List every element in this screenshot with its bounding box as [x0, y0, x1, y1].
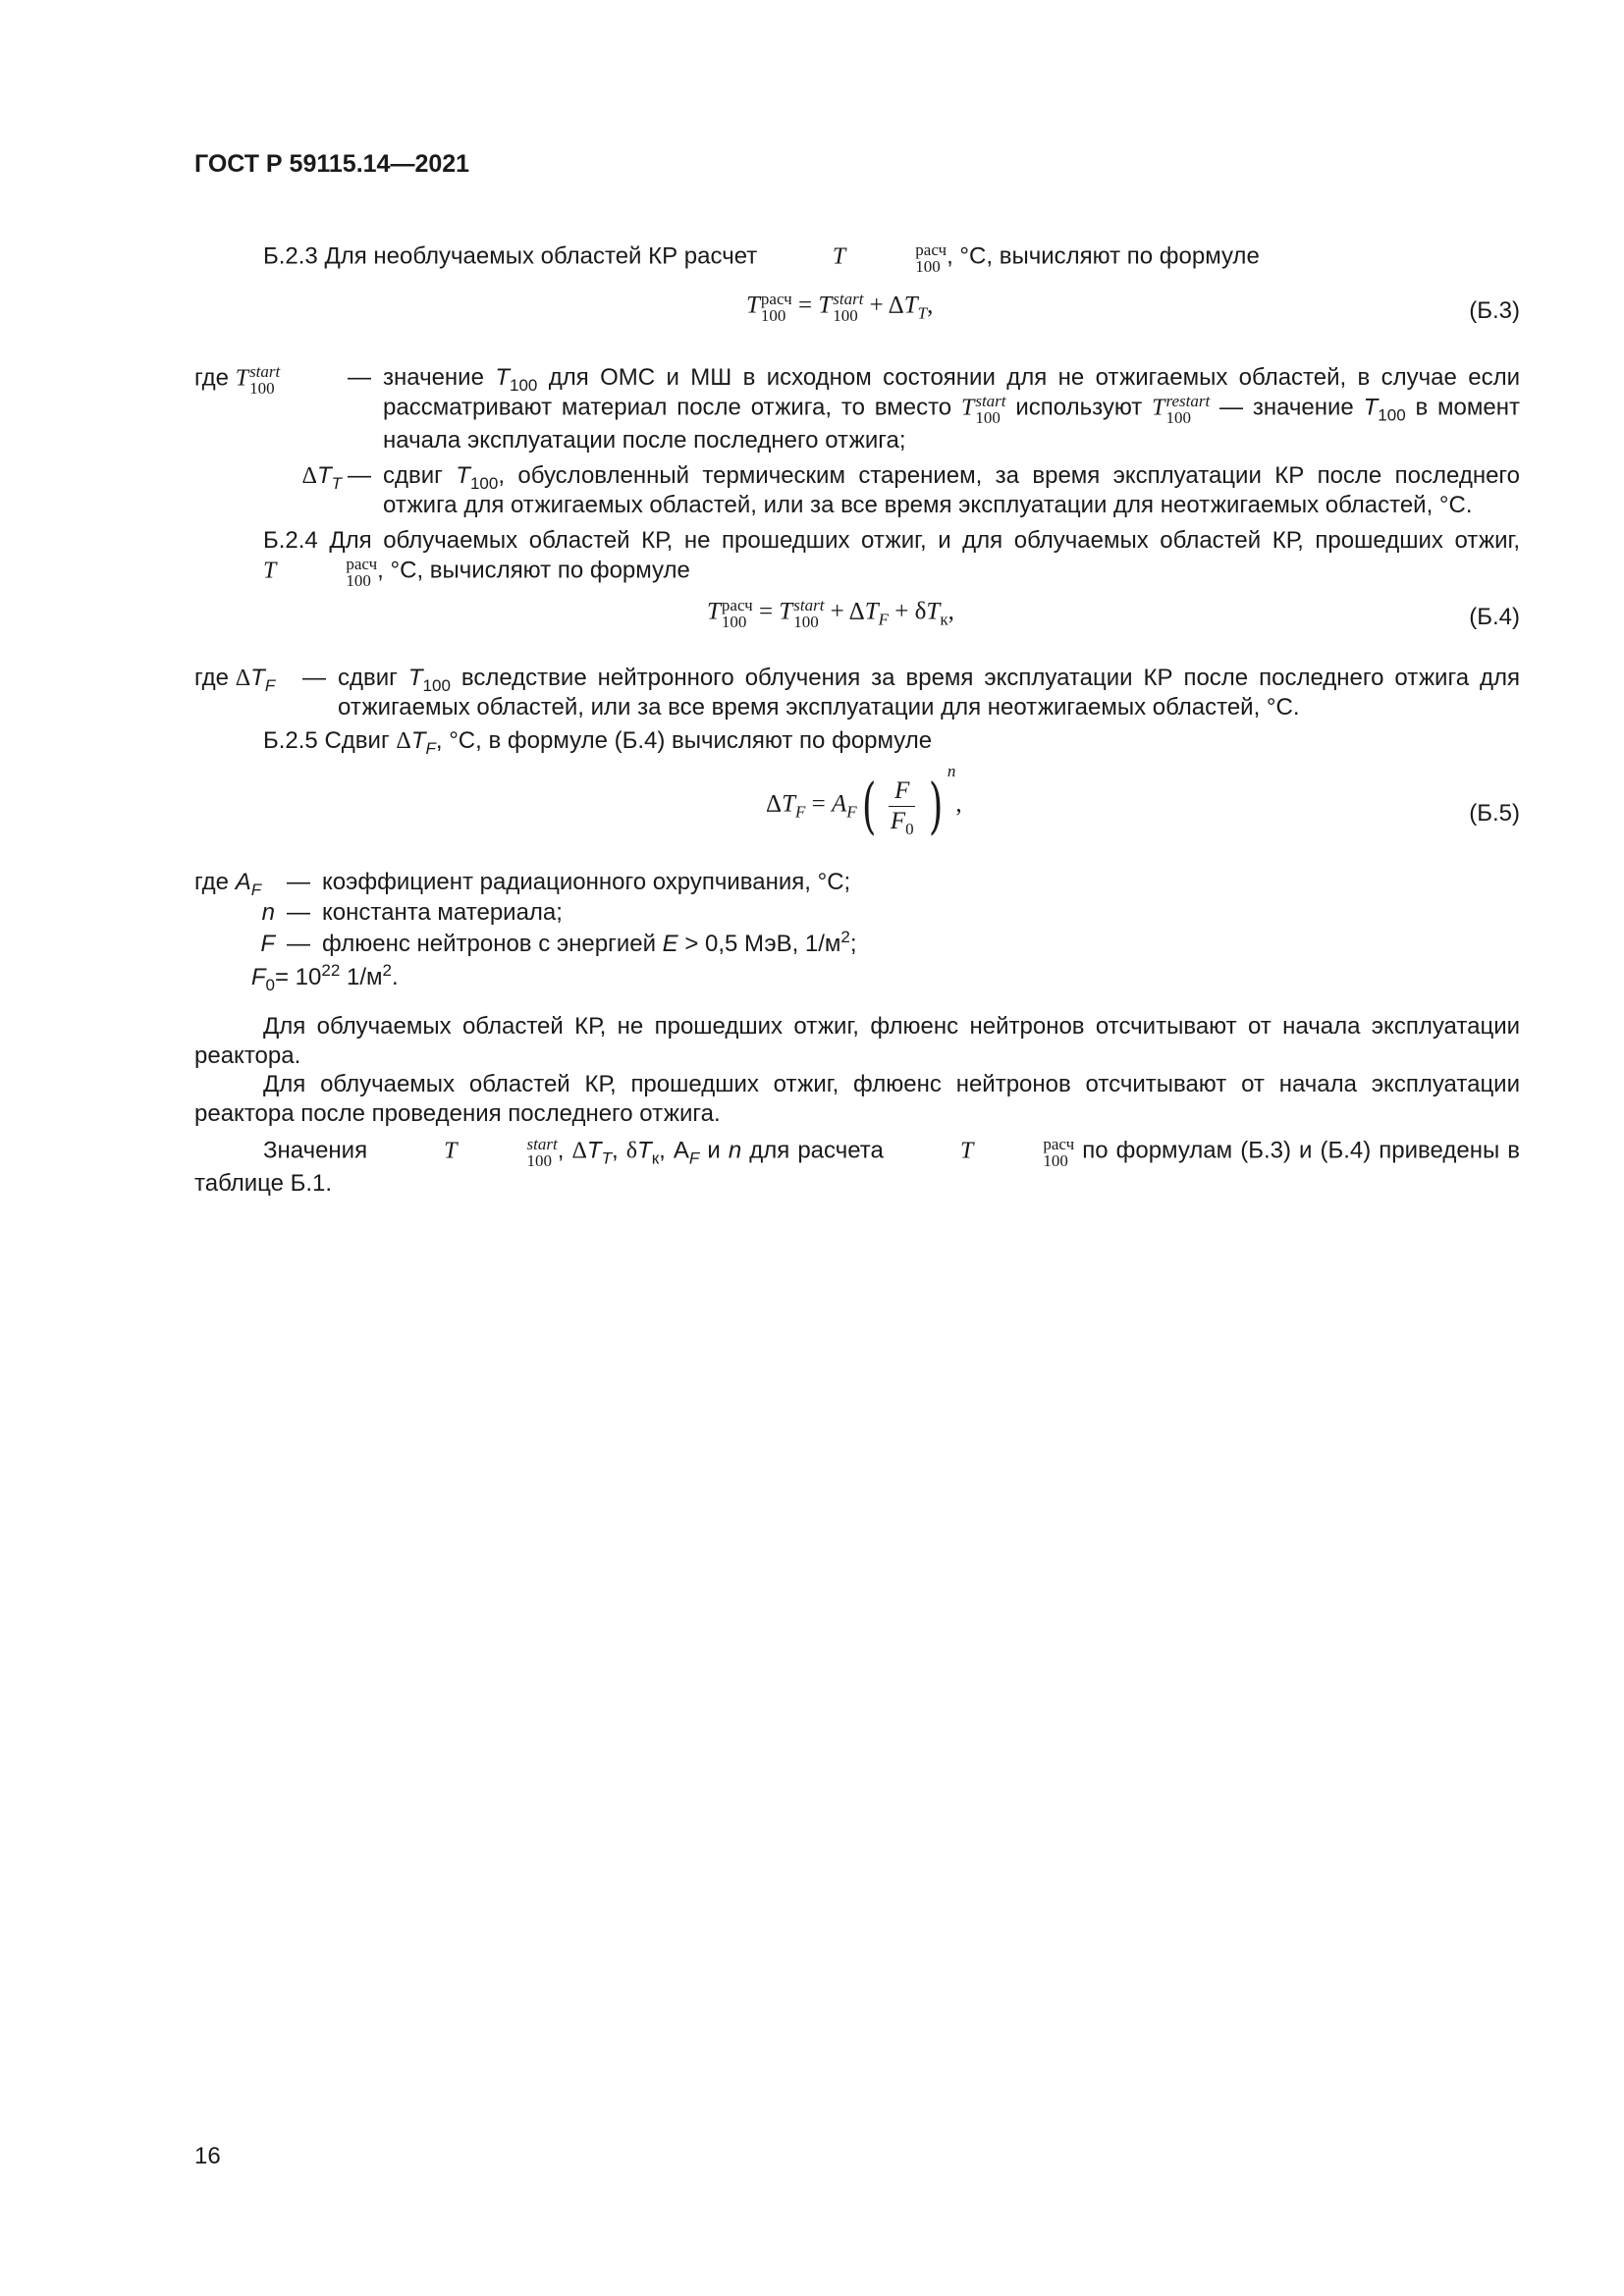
equation-b5 [194, 762, 1520, 854]
where-block-2 [194, 664, 1520, 722]
definition-label: где $\Delta T_F$ [194, 665, 276, 695]
equation-b3-body: T расч 100 = T start 100 + $\Delta T_T$, [746, 290, 934, 325]
text: Б.2.3 Для необлучаемых областей КР расчет [263, 242, 764, 270]
document-header: ГОСТ Р 59115.14—2021 [194, 150, 470, 178]
paragraph-irradiated-annealed: Для облучаемых областей КР, прошедших отжиг, флюенс нейтронов отсчитывают от начала эксплуатации реактора после проведения последнего отжига. [194, 1071, 1520, 1127]
definition-f: F — флюенс нейтронов с энергией E > 0,5 МэВ, $1/м^2$; [194, 930, 1520, 959]
definition-text: сдвиг $T_{100}$, обусловленный термическим старением, за время эксплуатации КР после последнего отжига для отжигаемых областей, или за все время эксплуатации для неотжигаемых областей, °С. [383, 462, 1520, 518]
definition-label: F [260, 931, 275, 957]
definition-label: n [261, 899, 275, 926]
definition-text: = $10^{22}$ $1/м^2$. [275, 961, 399, 990]
equation-b5-body: $\Delta T_F = A_F$( $\frac{F}{F_0}$ ) $^n$, [766, 762, 962, 841]
definition-text: константа материала; [322, 899, 563, 926]
definition-label: где T start 100 [194, 362, 281, 398]
equation-b4-number: (Б.4) [1469, 604, 1520, 630]
paragraph-b24: Б.2.4 Для облучаемых областей КР, не прошедших отжиг, и для облучаемых областей КР, прошедших отжиг, T расч 100 , °С, вычисляют по формуле [194, 526, 1520, 589]
definition-label: где $A_F$ [194, 869, 262, 899]
paragraph-b23 [194, 241, 1520, 275]
symbol-t100-rasch: T расч 100 [263, 555, 378, 590]
where-block-3 [194, 868, 1520, 992]
definition-text: флюенс нейтронов с энергией E > 0,5 МэВ, $1/м^2$; [322, 928, 857, 957]
paragraph-b25: Б.2.5 Сдвиг $\Delta T_F$, °С, в формуле (Б.4) вычисляют по формуле [263, 727, 933, 758]
definition-delta-tf: где $\Delta T_F$ — сдвиг $T_{100}$ вследствие нейтронного облучения за время эксплуатации КР после последнего отжига для отжигаемых областей, или за все время эксплуатации для неотжигаемых областей, °С. [194, 665, 1520, 721]
definition-text: значение $T_{100}$ для ОМС и МШ в исходном состоянии для не отжигаемых областей, в случае если рассматривают материал после отжига, то вместо T start 100 используют T restart 100 — значение $T_{100}$ в момент начала эксплуатации после последнего отжига; [383, 364, 1521, 454]
definition-n: n — константа материала; [194, 898, 1520, 928]
equation-b3 [194, 291, 1520, 340]
definition-delta-tt: $\Delta T_T$ — сдвиг $T_{100}$, обусловленный термическим старением, за время эксплуатации КР после последнего отжига для отжигаемых областей, или за все время эксплуатации для неотжигаемых областей, °С. [194, 461, 1520, 520]
definition-text: сдвиг $T_{100}$ вследствие нейтронного облучения за время эксплуатации КР после последнего отжига для отжигаемых областей, или за все время эксплуатации для неотжигаемых областей, °С. [338, 665, 1520, 721]
definition-label: $\Delta T_T$ [301, 462, 342, 493]
equation-b4-body: T расч 100 = T start 100 + $\Delta T_F + \delta T_к$, [707, 596, 954, 631]
paragraph-values-table: Значения T start 100 , $\Delta T_T$, $\delta T_к$, $А_F$ и n для расчета T расч 100 по формулам (Б.3) и (Б.4) приведены в таблице Б.1. [194, 1135, 1521, 1197]
where-block-1 [194, 363, 1520, 520]
equation-b4 [194, 597, 1520, 646]
definition-t100-start: где T start 100 — значение $T_{100}$ для ОМС и МШ в исходном состоянии для не отжигаемых областей, в случае если рассматривают материал после отжига, то вместо T start 100 используют T restart 100 — значение $T_{100}$ в момент начала эксплуатации после последнего отжига; [194, 362, 1521, 454]
text: , °С, вычисляют по формуле [947, 242, 1260, 270]
definition-label: $F_0$ [250, 964, 275, 994]
equation-b5-number: (Б.5) [1469, 800, 1520, 827]
equation-b3-number: (Б.3) [1469, 297, 1520, 324]
paragraph-irradiated-not-annealed: Для облучаемых областей КР, не прошедших отжиг, флюенс нейтронов отсчитывают от начала эксплуатации реактора. [194, 1013, 1520, 1069]
definition-af: где $A_F$ — коэффициент радиационного охрупчивания, °С; [194, 868, 1520, 897]
page-number: 16 [194, 2143, 221, 2169]
definition-f0 [194, 963, 1520, 992]
symbol-t100-rasch: T расч 100 [832, 240, 947, 276]
definition-text: коэффициент радиационного охрупчивания, °С; [322, 869, 851, 895]
